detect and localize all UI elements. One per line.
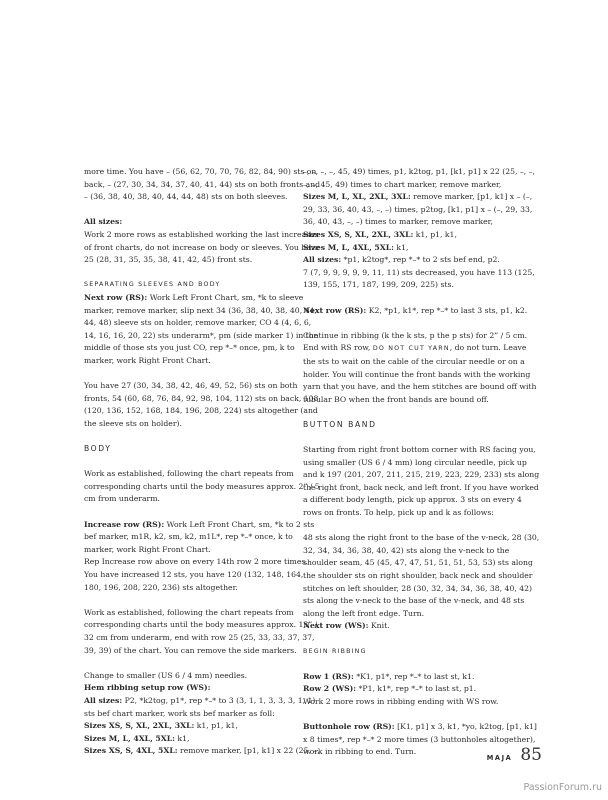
watermark: PassionForum.ru xyxy=(523,782,602,793)
bold-label: Next row (RS): xyxy=(303,305,367,315)
bold-label: Sizes XS, S, XL, 2XL, 3XL: xyxy=(84,721,195,731)
paragraph xyxy=(84,745,322,758)
page-footer xyxy=(487,745,542,765)
bold-label: Next row (RS): xyxy=(84,292,148,302)
left-column xyxy=(84,166,322,758)
paragraph: Work as established, following the chart repeats from corresponding charts until the body measures approx. 13” / 32 cm from underarm, end with row 25 (25, 33, 33, 37, 37, 39, 39) of the chart. You can remove the side markers. xyxy=(84,607,318,655)
paragraph xyxy=(303,229,541,242)
bold-label: Hem ribbing setup row (WS): xyxy=(84,683,211,693)
section-heading-button-band: BUTTON BAND xyxy=(303,419,377,429)
paragraph xyxy=(303,242,541,255)
paragraph-text: remove marker, [p1, k1] x 22 (25, –, xyxy=(177,746,320,756)
paragraph xyxy=(84,733,322,746)
right-column xyxy=(303,166,541,759)
paragraph-text: *p1, k2tog*, rep *–* to 2 sts bef end, p2. xyxy=(341,255,500,265)
paragraph xyxy=(303,254,541,267)
paragraph xyxy=(84,519,322,557)
paragraph: Change to smaller (US 6 / 4 mm) needles. xyxy=(84,670,248,680)
paragraph xyxy=(84,682,322,695)
paragraph xyxy=(303,671,541,684)
paragraph xyxy=(84,292,322,368)
section-subheading: SEPARATING SLEEVES AND BODY xyxy=(84,281,221,289)
paragraph xyxy=(84,216,322,229)
paragraph-text: k1, p1, k1, xyxy=(413,229,457,239)
paragraph-text: k1, xyxy=(174,733,190,743)
small-caps-text: DO NOT CUT YARN xyxy=(372,345,450,353)
paragraph: You have 27 (30, 34, 38, 42, 46, 49, 52, 56) sts on both fronts, 54 (60, 68, 76, 84, 92, 98, 104, 112) sts on back, 108 (120, 136, 152, 168, 184, 196, 208, 224) sts altogether (and the sleeve sts on holder). xyxy=(84,381,319,428)
paragraph xyxy=(84,695,322,720)
paragraph: Work 2 more rows as established working the last increases of front charts, do not increase on body or sleeves. You have 25 (28, 31, 35, 35, 38, 41, 42, 45) front sts. xyxy=(84,229,320,265)
paragraph-text: Work Left Front Chart, sm, *k to 2 sts bef marker, m1R, k2, sm, k2, m1L*, rep *–* once, k to marker, work Right Front Chart. xyxy=(84,519,315,554)
paragraph xyxy=(84,720,322,733)
section-heading-body: BODY xyxy=(84,444,112,454)
section-subheading: BEGIN RIBBING xyxy=(303,647,367,655)
paragraph xyxy=(303,305,541,318)
bold-label: All sizes: xyxy=(84,217,123,227)
paragraph: Rep Increase row above on every 14th row 2 more times. You have increased 12 sts, you have 120 (132, 148, 164, 180, 196, 208, 220, 236) sts altogether. xyxy=(84,557,308,592)
paragraph-text: Work Left Front Chart, sm, *k to sleeve marker, remove marker, slip next 34 (36, 38, 40, 38, 40, 44, 44, 48) sleeve sts on holder, remove marker, CO 4 (4, 6, 6, 14, 16, 16, 20, 22) sts underarm*, pm (side marker 1) in the middle of those sts you just CO, rep *–* once, pm, k to marker, work Right Front Chart. xyxy=(84,292,319,365)
paragraph: 48 sts along the right front to the base of the v-neck, 28 (30, 32, 34, 34, 36, 38, 40, 42) sts along the v-neck to the shoulder seam, 45 (45, 47, 47, 51, 51, 51, 53, 53) sts along the shoulder sts on right shoulder, back neck and shoulder stitches on left shoulder, 28 (30, 32, 34, 34, 36, 38, 40, 42) sts along the v-neck to the base of the v-neck, and 48 sts along the left front edge. Turn. xyxy=(303,533,540,618)
paragraph-text: , do not turn. Leave the sts to wait on the cable of the circular needle or on a holder. You will continue the front bands with the working yarn that you have, and the hem stitches are bound off with tubular BO when the front bands are bound off. xyxy=(303,343,537,404)
bold-label: Next row (WS): xyxy=(303,621,369,631)
paragraph-text: k1, p1, k1, xyxy=(194,721,238,731)
paragraph-text: *P1, k1*, rep *–* to last st, p1. xyxy=(356,684,477,694)
paragraph xyxy=(303,683,541,696)
paragraph xyxy=(303,620,541,633)
bold-label: All sizes: xyxy=(303,255,342,265)
paragraph: Work 2 more rows in ribbing ending with WS row. xyxy=(303,696,499,706)
bold-label: All sizes: xyxy=(84,695,123,705)
paragraph: 7 (7, 9, 9, 9, 9, 9, 11, 11) sts decreased, you have 113 (125, 139, 155, 171, 187, 199, 209, 225) sts. xyxy=(303,267,535,290)
paragraph-text: remove marker, [p1, k1] x – (–, 29, 33, 36, 40, 43, –, –) times, p2tog, [k1, p1] x – (–, 29, 33, 36, 40, 43, –, –) times to marker, remove marker, xyxy=(303,192,533,227)
bold-label: Increase row (RS): xyxy=(84,519,165,529)
bold-label: Row 1 (RS): xyxy=(303,671,354,681)
bold-label: Sizes XS, S, 4XL, 5XL: xyxy=(84,746,178,756)
bold-label: Sizes M, L, XL, 2XL, 3XL: xyxy=(303,192,411,202)
page-number: 85 xyxy=(520,745,542,765)
paragraph-text: k1, xyxy=(393,242,409,252)
bold-label: Sizes M, L, 4XL, 5XL: xyxy=(84,733,175,743)
paragraph: more time. You have – (56, 62, 70, 70, 76, 82, 84, 90) sts on back, – (27, 30, 34, 34, 37, 40, 41, 44) sts on both fronts and – (36, 38, 40, 38, 40, 44, 44, 48) sts on both sleeves. xyxy=(84,167,321,202)
bold-label: Buttonhole row (RS): xyxy=(303,722,395,732)
paragraph-text: *K1, p1*, rep *–* to last st, k1. xyxy=(353,671,475,681)
paragraph-text: Continue in ribbing (k the k sts, p the p sts) for 2” / 5 cm. End with RS row, xyxy=(303,330,528,353)
paragraph: Starting from right front bottom corner with RS facing you, using smaller (US 6 / 4 mm) long circular needle, pick up and k 197 (201, 207, 211, 215, 219, 223, 229, 233) sts along the right front, back neck, and left front. If you have worked a different body length, pick up approx. 3 sts on every 4 rows on fronts. To help, pick up and k as follows: xyxy=(303,445,540,518)
paragraph-text: Knit. xyxy=(368,621,390,631)
paragraph xyxy=(303,330,541,407)
paragraph-text: [K1, p1] x 3, k1, *yo, k2tog, [p1, k1] x 8 times*, rep *–* 2 more times (3 buttonholes altogether), work in ribbing to end. Turn. xyxy=(303,722,537,757)
paragraph-text: K2, *p1, k1*, rep *–* to last 3 sts, p1, k2. xyxy=(366,305,528,315)
brand-name: MAJA xyxy=(486,754,513,762)
paragraph: –, –, –, –, 45, 49) times, p1, k2tog, p1, [k1, p1] x 22 (25, –, –, –, –, 45, 49) times to chart marker, remove marker, xyxy=(303,167,535,189)
paragraph-text: P2, *k2tog, p1*, rep *–* to 3 (3, 1, 1, 3, 3, 3, 1, 1) sts bef chart marker, work sts bef marker as foll: xyxy=(84,695,316,718)
bold-label: Sizes M, L, 4XL, 5XL: xyxy=(303,242,394,252)
paragraph: Work as established, following the chart repeats from corresponding charts until the body measures approx. 2” / 5 cm from underarm. xyxy=(84,469,320,504)
bold-label: Sizes XS, S, XL, 2XL, 3XL: xyxy=(303,229,414,239)
bold-label: Row 2 (WS): xyxy=(303,684,357,694)
paragraph xyxy=(303,191,541,229)
